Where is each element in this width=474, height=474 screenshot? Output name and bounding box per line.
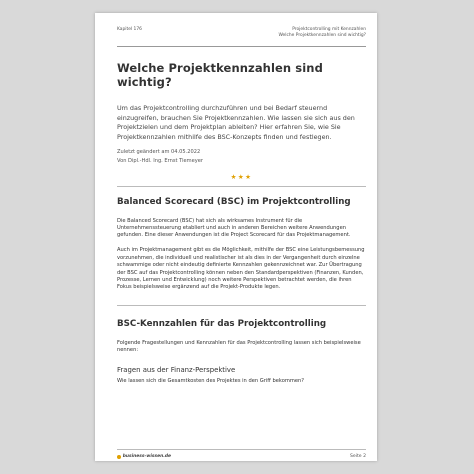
brand-logo	[117, 454, 171, 460]
section-paragraph: Folgende Fragestellungen und Kennzahlen für das Projektcontrolling lassen sich beispielsweise nennen:	[117, 339, 361, 354]
star-divider-icon: ★★★	[230, 172, 253, 181]
header-breadcrumb	[278, 27, 366, 38]
header-subsection: Welche Projektkennzahlen sind wichtig?	[278, 32, 366, 38]
document-page	[95, 13, 377, 461]
page-content	[117, 61, 366, 385]
subsection-heading: Fragen aus der Finanz-Perspektive	[117, 365, 236, 374]
header-chapter: Kapitel 176	[117, 27, 142, 32]
page-number: Seite 2	[349, 454, 366, 459]
section-paragraph: Auch im Projektmanagement gibt es die Möglichkeit, mithilfe der BSC eine Leistungsbemessung vorzunehmen, die individuell und realistischer ist als dies in der Vergangenheit durch einzelne schwammige oder nicht eindeutig definierte Kennzahlen gekennzeichnet war. Zur Übertragung der BSC auf das Projektcontrolling können neben den Standardperspektiven (Finanzen, Kunden, Prozesse, Lernen und Entwicklung) noch weitere Perspektiven betrachtet werden, die ihren Fokus beispielsweise ergänzend auf die Projekt-Produkte legen.	[117, 247, 365, 291]
section-divider	[117, 305, 366, 306]
section-divider	[117, 186, 366, 187]
article-lead: Um das Projektcontrolling durchzuführen und bei Bedarf steuernd einzugreifen, brauchen Sie Projektkennzahlen. Wie lassen sie sich aus den Projektzielen und dem Projektplan ableiten? Hier erfahren Sie, wie Sie Projektkennzahlen mithilfe des BSC-Konzepts finden und festlegen.	[117, 104, 355, 141]
article-author: Von Dipl.-Hdl. Ing. Ernst Tiemeyer	[117, 157, 203, 164]
page-footer	[117, 454, 366, 460]
footer-divider	[117, 449, 366, 450]
logo-dot-icon	[117, 455, 121, 459]
section-heading-bsc: Balanced Scorecard (BSC) im Projektcontrolling	[117, 196, 351, 207]
logo-text: business-wissen.de	[122, 454, 172, 459]
header-divider	[117, 46, 366, 47]
section-heading-kennzahlen: BSC-Kennzahlen für das Projektcontrolling	[117, 318, 327, 329]
article-meta	[117, 148, 366, 165]
section-paragraph: Die Balanced Scorecard (BSC) hat sich als wirksames Instrument für die Unternehmenssteuerung etabliert und auch in anderen Bereichen weitere Anwendungen gefunden. Eine dieser Anwendungen ist die Project Scorecard für das Projektmanagement.	[117, 217, 351, 239]
article-updated: Zuletzt geändert am 04.05.2022	[117, 149, 201, 156]
section-paragraph: Wie lassen sich die Gesamtkosten des Projektes in den Griff bekommen?	[117, 377, 305, 384]
header-section: Projektcontrolling mit Kennzahlen	[292, 27, 366, 32]
article-title: Welche Projektkennzahlen sind wichtig?	[117, 61, 323, 89]
